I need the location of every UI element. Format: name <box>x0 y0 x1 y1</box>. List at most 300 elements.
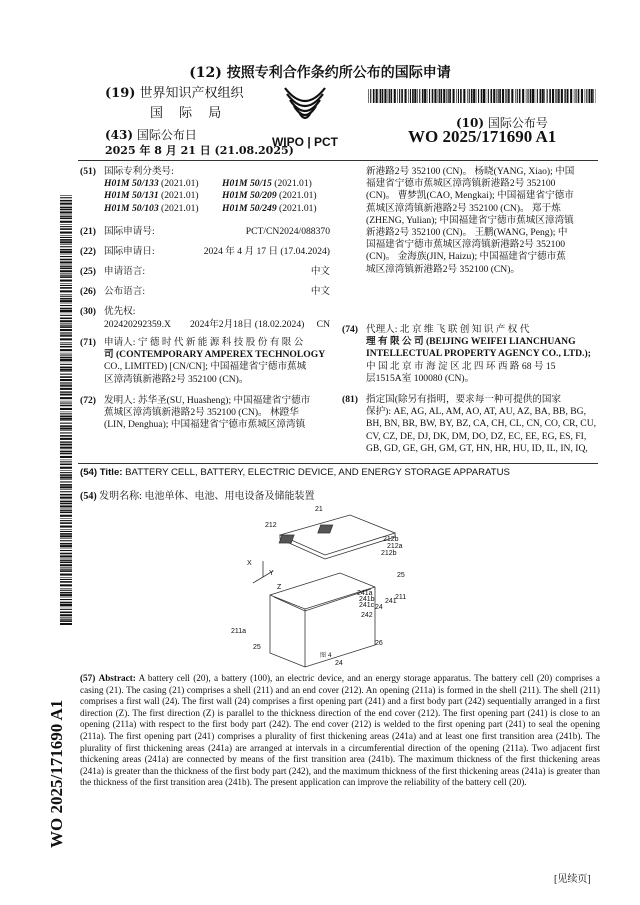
barcode-bar <box>414 89 416 103</box>
barcode-bar <box>60 364 72 365</box>
barcode-bar <box>60 335 72 337</box>
barcode-bar <box>60 438 72 440</box>
barcode-bar <box>60 296 72 297</box>
barcode-bar <box>60 403 72 404</box>
figure-label: 26 <box>375 640 383 647</box>
barcode-bar <box>60 209 72 211</box>
barcode-bar <box>60 612 72 614</box>
barcode-bar <box>60 413 72 414</box>
barcode-bar <box>60 237 72 238</box>
barcode-bar <box>60 300 72 302</box>
barcode-bar <box>60 371 72 372</box>
barcode-bar <box>60 259 72 261</box>
barcode-bar <box>373 89 375 103</box>
barcode-bar <box>535 89 536 103</box>
barcode-bar <box>379 89 380 103</box>
filing-language: 中文 <box>310 266 330 277</box>
barcode-bar <box>60 241 72 243</box>
barcode-bar <box>60 501 72 502</box>
title-english: (54) Title: BATTERY CELL, BATTERY, ELECTRIC DEVICE, AND ENERGY STORAGE APPARATUS <box>80 467 510 478</box>
agent-line: 层1515A室 100080 (CN)。 <box>366 372 475 384</box>
barcode-bar <box>496 89 497 103</box>
barcode-bar <box>460 89 462 103</box>
barcode-bar <box>60 303 72 304</box>
pubdate-code: (43) <box>105 128 134 142</box>
figure-label: 21 <box>315 506 323 513</box>
barcode-bar <box>412 89 414 103</box>
field-label: 国际申请号: <box>104 226 155 237</box>
side-publication-number <box>44 630 68 850</box>
barcode-bar <box>60 423 72 424</box>
figure-label: 211 <box>395 594 407 601</box>
barcode-bar <box>60 342 72 343</box>
wipo-logo <box>265 80 345 152</box>
figure-label: 211a <box>231 628 247 635</box>
agent-line: 中 国 北 京 市 海 淀 区 北 四 环 西 路 68 号 15 <box>366 360 556 372</box>
barcode-bar <box>60 522 72 524</box>
barcode-bar <box>60 206 72 207</box>
barcode-bar <box>60 315 72 316</box>
org-name: 世界知识产权组织 <box>139 86 244 101</box>
barcode-bar <box>60 353 72 354</box>
barcode-bar <box>60 408 72 410</box>
barcode-bar <box>576 89 577 103</box>
figure-label: 25 <box>253 644 261 651</box>
barcode-bar <box>60 545 72 547</box>
priority-number: 202420292359.X <box>104 319 171 330</box>
barcode-bar <box>542 89 544 103</box>
barcode-bar <box>60 512 72 514</box>
barcode-bar <box>60 382 72 383</box>
barcode-bar <box>60 569 72 570</box>
barcode-bar <box>60 479 72 480</box>
figure-label: Z <box>277 584 282 591</box>
battery-cell-figure <box>225 505 435 670</box>
barcode-bar <box>60 510 72 511</box>
barcode-bar <box>397 89 398 103</box>
barcode-bar <box>593 89 594 103</box>
barcode-bar <box>60 333 72 334</box>
barcode-bar <box>60 444 72 446</box>
title-chinese: (54) 发明名称: 电池单体、电池、用电设备及储能装置 <box>80 491 315 502</box>
barcode-bar <box>511 89 513 103</box>
barcode-bar <box>432 89 434 103</box>
barcode-bar <box>60 416 72 418</box>
barcode-bar <box>60 430 72 431</box>
barcode-bar <box>60 346 72 348</box>
barcode-bar <box>60 435 72 437</box>
barcode-bar <box>493 89 495 103</box>
barcode-bar <box>424 89 426 103</box>
priority-date: 2024年2月18日 (18.02.2024) <box>190 319 305 330</box>
barcode-bar <box>574 89 575 103</box>
barcode-bar <box>60 308 72 310</box>
barcode-bar <box>60 464 72 466</box>
barcode-bar <box>60 450 72 451</box>
barcode-bar <box>60 442 72 443</box>
barcode-bar <box>561 89 563 103</box>
barcode-bar <box>463 89 465 103</box>
barcode-bar <box>60 623 72 625</box>
barcode-bar <box>60 235 72 236</box>
pubnum-value: WO 2025/171690 A1 <box>408 127 557 146</box>
inventor-line: 新港路2号 352100 (CN)。 王鹏(WANG, Peng); 中 <box>366 227 568 239</box>
filing-date: 2024 年 4 月 17 日 (17.04.2024) <box>203 246 330 257</box>
barcode-bar <box>60 280 72 282</box>
figure-label: 212b <box>383 536 399 543</box>
barcode-bar <box>517 89 518 103</box>
barcode-bar <box>60 418 72 420</box>
barcode-bar <box>60 617 72 618</box>
barcode-bar <box>481 89 483 103</box>
barcode-bar <box>60 394 72 396</box>
figure-label: 241c <box>359 602 375 609</box>
field-code: (51) <box>80 166 96 177</box>
barcode-bar <box>60 298 72 300</box>
org-sub: 国 际 局 <box>150 106 228 121</box>
right-column <box>342 166 600 461</box>
barcode-bar <box>438 89 439 103</box>
applicant-line: 区漳湾镇新港路2号 352100 (CN)。 <box>104 373 249 385</box>
barcode-bar <box>581 89 583 103</box>
barcode-bar <box>60 388 72 390</box>
barcode-bar <box>498 89 499 103</box>
barcode-bar <box>60 385 72 387</box>
barcode-bar <box>60 379 72 381</box>
inventor-line: (CN)。 曹梦凯(CAO, Mengkai); 中国福建省宁德市 <box>366 190 574 202</box>
inventor-line: 发明人: 苏华圣(SU, Huasheng); 中国福建省宁德市 <box>104 395 311 406</box>
barcode-bar <box>429 89 430 103</box>
barcode-bar <box>565 89 566 103</box>
pubnum-label: 国际公布号 <box>487 116 548 130</box>
states-line: 指定国(除另有指明，要求每一种可提供的国家 <box>366 394 562 405</box>
barcode-bar <box>488 89 489 103</box>
barcode-bar <box>60 461 72 462</box>
figure-label: Y <box>269 570 274 577</box>
barcode-bar <box>60 555 72 557</box>
states-line: CV, CZ, DE, DJ, DK, DM, DO, DZ, EC, EE, EG, ES, FI, <box>366 430 587 442</box>
barcode-bar <box>558 89 560 103</box>
agent-line: INTELLECTUAL PROPERTY AGENCY CO., LTD.); <box>366 348 591 360</box>
inventor-line: 福建省宁德市蕉城区漳湾镇新港路2号 352100 <box>366 178 556 190</box>
barcode-bar <box>515 89 516 103</box>
figure-label: 25 <box>397 572 405 579</box>
barcode-bar <box>60 590 72 591</box>
barcode-bar <box>505 89 506 103</box>
barcode-bar <box>60 425 72 427</box>
barcode-bar <box>60 441 72 442</box>
barcode-bar <box>555 89 556 103</box>
barcode-bar <box>60 215 72 216</box>
title-chinese-value: 电池单体、电池、用电设备及储能装置 <box>144 491 315 502</box>
barcode-bar <box>532 89 534 103</box>
barcode-bar <box>60 584 72 586</box>
barcode-bar <box>60 270 72 272</box>
barcode-bar <box>60 275 72 276</box>
header-divider <box>78 160 598 161</box>
barcode-top <box>368 89 596 103</box>
barcode-bar <box>60 392 72 393</box>
barcode-bar <box>60 505 72 507</box>
figure-label: 212 <box>265 522 277 529</box>
barcode-bar <box>60 619 72 620</box>
figure-label: 24 <box>375 604 383 611</box>
barcode-bar <box>60 581 72 583</box>
barcode-bar <box>60 285 72 286</box>
barcode-bar <box>60 604 72 606</box>
barcode-bar <box>60 540 72 541</box>
ipc-row: H01M 50/103 (2021.01) H01M 50/249 (2021.01) <box>104 202 317 214</box>
field-label: 国际申请日: <box>104 246 155 257</box>
barcode-bar <box>469 89 470 103</box>
field-code: (74) <box>342 324 358 335</box>
field-code: (71) <box>80 337 96 348</box>
barcode-bar <box>60 246 72 247</box>
barcode-side <box>60 195 72 625</box>
barcode-bar <box>60 313 72 314</box>
states-line: BH, BN, BR, BW, BY, BZ, CA, CH, CL, CN, CO, CR, CU, <box>366 418 597 430</box>
barcode-bar <box>60 338 72 340</box>
barcode-bar <box>60 553 72 555</box>
barcode-bar <box>60 477 72 479</box>
title-english-value: BATTERY CELL, BATTERY, ELECTRIC DEVICE, AND ENERGY STORAGE APPARATUS <box>125 467 510 478</box>
barcode-bar <box>405 89 407 103</box>
barcode-bar <box>399 89 400 103</box>
field-label: 申请语言: <box>104 266 146 277</box>
barcode-bar <box>60 276 72 278</box>
states-line: GB, GD, GE, GH, GM, GT, HN, HR, HU, ID, IL, IN, IQ, <box>366 442 588 454</box>
barcode-bar <box>60 320 72 322</box>
barcode-bar <box>394 89 396 103</box>
barcode-bar <box>60 305 72 306</box>
states-line: 保护): AE, AG, AL, AM, AO, AT, AU, AZ, BA, BB, BG, <box>366 406 586 418</box>
figure-label: X <box>247 560 252 567</box>
figure-label: 212a <box>387 543 403 550</box>
agent-line: 代理人: 北 京 维 飞 联 创 知 识 产 权 代 <box>366 324 530 335</box>
barcode-bar <box>528 89 529 103</box>
body-divider <box>78 463 598 464</box>
barcode-bar <box>486 89 487 103</box>
barcode-bar <box>60 232 72 234</box>
barcode-bar <box>552 89 554 103</box>
barcode-bar <box>60 420 72 421</box>
barcode-bar <box>60 318 72 320</box>
barcode-bar <box>60 535 72 537</box>
barcode-bar <box>453 89 455 103</box>
barcode-bar <box>467 89 468 103</box>
field-label: 优先权: <box>104 306 136 317</box>
field-code: (21) <box>80 226 96 237</box>
barcode-bar <box>401 89 403 103</box>
barcode-bar <box>60 265 72 266</box>
barcode-bar <box>60 470 72 471</box>
barcode-bar <box>591 89 593 103</box>
barcode-bar <box>508 89 510 103</box>
barcode-bar <box>60 200 72 202</box>
barcode-bar <box>60 376 72 378</box>
barcode-bar <box>586 89 587 103</box>
organization-block <box>105 86 244 101</box>
barcode-bar <box>556 89 557 103</box>
figure-label: 212b <box>381 550 397 557</box>
barcode-bar <box>519 89 521 103</box>
barcode-bar <box>60 594 72 596</box>
barcode-bar <box>60 226 72 227</box>
barcode-bar <box>60 355 72 356</box>
field-22 <box>80 246 330 259</box>
barcode-bar <box>60 599 72 600</box>
priority-country: CN <box>316 319 330 330</box>
inventor-line: (ZHENG, Yulian); 中国福建省宁德市蕉城区漳湾镇 <box>366 214 574 226</box>
barcode-bar <box>60 216 72 217</box>
field-21 <box>80 226 330 239</box>
barcode-bar <box>60 367 72 369</box>
barcode-bar <box>476 89 477 103</box>
barcode-bar <box>449 89 451 103</box>
inventor-line: 城区漳湾镇新港路2号 352100 (CN)。 <box>366 263 521 275</box>
barcode-bar <box>60 472 72 473</box>
barcode-bar <box>60 195 72 196</box>
barcode-bar <box>60 560 72 561</box>
barcode-bar <box>389 89 390 103</box>
barcode-bar <box>60 592 72 594</box>
ipc-row: H01M 50/131 (2021.01) H01M 50/209 (2021.01) <box>104 190 317 202</box>
applicant-line: 申请人: 宁 德 时 代 新 能 源 科 技 股 份 有 限 公 <box>104 337 304 348</box>
barcode-bar <box>60 533 72 535</box>
barcode-bar <box>368 89 369 103</box>
barcode-bar <box>60 491 72 492</box>
barcode-bar <box>60 332 72 333</box>
barcode-bar <box>410 89 411 103</box>
barcode-bar <box>60 451 72 452</box>
barcode-bar <box>506 89 507 103</box>
ipc-row: H01M 50/133 (2021.01) H01M 50/15 (2021.01) <box>104 178 312 190</box>
abstract-code: (57) <box>80 673 96 683</box>
inventor-line: 国福建省宁德市蕉城区漳湾镇新港路2号 352100 <box>366 239 566 251</box>
field-code: (22) <box>80 246 96 257</box>
barcode-bar <box>60 550 72 551</box>
barcode-bar <box>60 500 72 501</box>
barcode-bar <box>60 290 72 292</box>
figure-label: 24 <box>335 660 343 667</box>
barcode-bar <box>60 294 72 295</box>
barcode-bar <box>439 89 440 103</box>
figure-label: 241 <box>385 598 397 605</box>
barcode-bar <box>60 357 72 359</box>
barcode-bar <box>60 614 72 616</box>
barcode-bar <box>60 228 72 230</box>
barcode-bar <box>60 564 72 566</box>
barcode-bar <box>60 383 72 384</box>
barcode-bar <box>60 397 72 399</box>
barcode-bar <box>60 197 72 198</box>
field-code: (26) <box>80 286 96 297</box>
barcode-bar <box>382 89 384 103</box>
barcode-bar <box>456 89 457 103</box>
figure-label: 241a <box>357 590 373 597</box>
barcode-bar <box>60 620 72 622</box>
barcode-bar <box>422 89 424 103</box>
barcode-bar <box>491 89 493 103</box>
figure-caption: 图 4 <box>320 652 332 659</box>
barcode-bar <box>60 359 72 361</box>
pubdate-label: 国际公布日 <box>136 128 197 142</box>
ipc-label: 国际专利分类号: <box>104 166 174 177</box>
inventor-line: (CN)。 金海族(JIN, Haizu); 中国福建省宁德市蕉 <box>366 251 566 263</box>
document-title: (12) 按照专利合作条约所公布的国际申请 <box>189 65 451 81</box>
barcode-bar <box>502 89 504 103</box>
barcode-bar <box>448 89 449 103</box>
barcode-bar <box>60 325 72 326</box>
field-code: (72) <box>80 395 96 406</box>
barcode-bar <box>60 567 72 568</box>
barcode-bar <box>388 89 389 103</box>
barcode-bar <box>60 538 72 539</box>
barcode-bar <box>60 344 72 345</box>
barcode-bar <box>60 607 72 608</box>
barcode-bar <box>522 89 524 103</box>
barcode-bar <box>60 249 72 251</box>
field-26 <box>80 286 330 299</box>
barcode-bar <box>60 412 72 413</box>
barcode-bar <box>60 273 72 274</box>
barcode-bar <box>547 89 548 103</box>
barcode-bar <box>60 268 72 270</box>
barcode-bar <box>473 89 475 103</box>
barcode-bar <box>60 467 72 469</box>
barcode-bar <box>60 362 72 363</box>
barcode-bar <box>530 89 532 103</box>
barcode-bar <box>60 577 72 578</box>
barcode-bar <box>483 89 485 103</box>
barcode-bar <box>434 89 436 103</box>
barcode-bar <box>60 329 72 331</box>
barcode-bar <box>570 89 572 103</box>
barcode-bar <box>544 89 545 103</box>
barcode-bar <box>60 401 72 402</box>
barcode-bar <box>526 89 527 103</box>
barcode-bar <box>60 529 72 530</box>
barcode-bar <box>60 310 72 312</box>
applicant-line: 司 (CONTEMPORARY AMPEREX TECHNOLOGY <box>104 349 326 361</box>
barcode-bar <box>567 89 569 103</box>
barcode-bar <box>60 218 72 220</box>
inventor-line: 新港路2号 352100 (CN)。 杨晓(YANG, Xiao); 中国 <box>366 166 575 177</box>
barcode-bar <box>60 283 72 284</box>
left-column <box>80 166 330 461</box>
figure-label: 241b <box>359 596 375 603</box>
barcode-bar <box>60 489 72 490</box>
application-number: PCT/CN2024/088370 <box>245 226 330 237</box>
barcode-bar <box>60 562 72 564</box>
field-label: 公布语言: <box>104 286 146 297</box>
barcode-bar <box>60 526 72 528</box>
barcode-bar <box>478 89 479 103</box>
barcode-bar <box>60 609 72 610</box>
barcode-bar <box>549 89 551 103</box>
barcode-bar <box>585 89 586 103</box>
figure-label: 242 <box>361 612 373 619</box>
barcode-bar <box>60 515 72 517</box>
barcode-bar <box>60 559 72 560</box>
inventor-line: (LIN, Denghua); 中国福建省宁德市蕉城区漳湾镇 <box>104 419 306 431</box>
barcode-bar <box>60 460 72 461</box>
barcode-bar <box>60 405 72 407</box>
barcode-bar <box>60 203 72 205</box>
barcode-bar <box>60 432 72 433</box>
barcode-bar <box>380 89 381 103</box>
barcode-bar <box>408 89 409 103</box>
